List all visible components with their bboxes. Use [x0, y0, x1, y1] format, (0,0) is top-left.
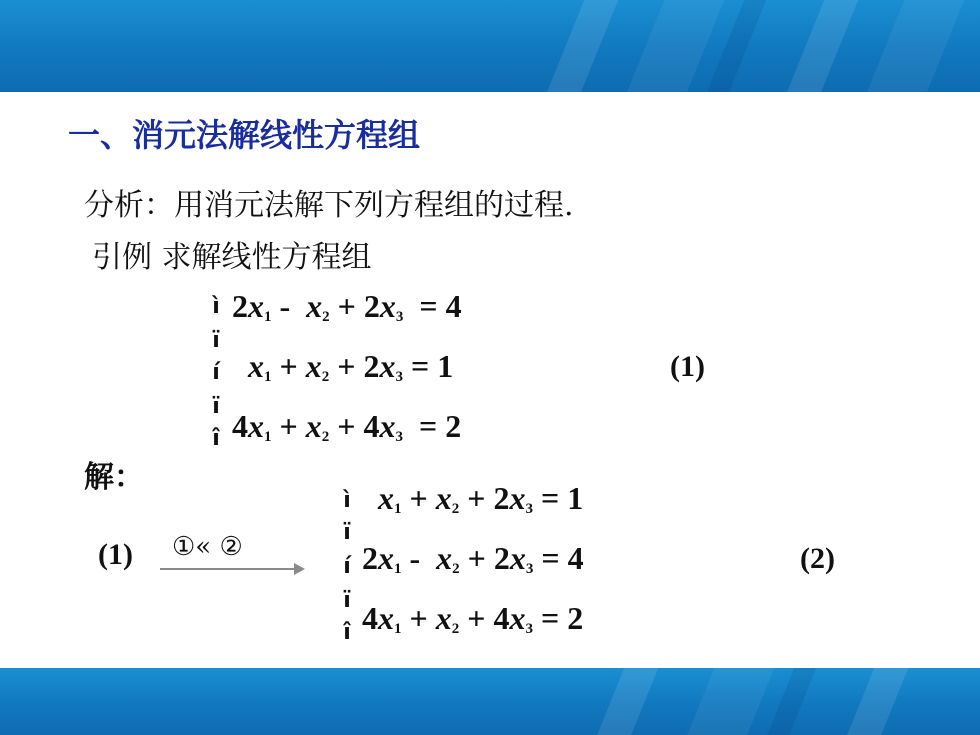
subscript: 2 — [451, 501, 460, 517]
subscript: 1 — [394, 561, 402, 577]
coef: 2 — [493, 480, 510, 516]
subscript: 2 — [322, 309, 330, 325]
system-2-equation-1 — [378, 480, 583, 518]
var-x: x — [379, 408, 396, 444]
var-x: x — [379, 288, 396, 324]
subscript: 3 — [395, 369, 403, 385]
rhs: = 1 — [540, 480, 584, 516]
coef: 2 — [363, 348, 380, 384]
system-2-equation-2 — [362, 540, 584, 578]
var-x: x — [305, 348, 322, 384]
transform-arrow-head — [294, 563, 305, 575]
operator: + — [337, 348, 356, 384]
rhs: = 1 — [410, 348, 454, 384]
banner-streak — [818, 668, 917, 735]
operator: + — [467, 480, 486, 516]
banner-streak — [658, 668, 783, 735]
slide-title: 一、消元法解线性方程组 — [68, 116, 421, 154]
system-2-equation-3 — [362, 600, 583, 638]
top-banner — [0, 0, 980, 92]
brace-upper-mid: ï — [212, 328, 220, 353]
var-x: x — [248, 288, 264, 324]
var-x: x — [378, 600, 394, 636]
subscript: 3 — [395, 429, 403, 445]
solution-label: 解： — [84, 460, 144, 495]
banner-streak — [848, 0, 973, 92]
subscript: 3 — [525, 501, 533, 517]
rhs: = 2 — [540, 600, 584, 636]
operator: + — [337, 288, 356, 324]
analysis-text: 分析：用消元法解下列方程组的过程. — [84, 188, 574, 223]
var-x: x — [248, 408, 264, 444]
coef: 4 — [363, 408, 380, 444]
brace-middle: í — [343, 554, 351, 579]
coef: 2 — [362, 540, 378, 576]
subscript: 1 — [264, 309, 272, 325]
system-1-equation-1 — [232, 288, 462, 326]
var-x: x — [248, 348, 264, 384]
operator: - — [279, 288, 291, 324]
subscript: 1 — [264, 429, 272, 445]
row-swap-operation: ①« ② — [172, 532, 243, 562]
var-x: x — [306, 288, 323, 324]
operator: + — [409, 480, 428, 516]
brace-top: ì — [212, 294, 220, 319]
var-x: x — [379, 348, 396, 384]
brace-lower-mid: ï — [343, 588, 351, 613]
banner-streak — [568, 668, 667, 735]
operator: - — [409, 540, 421, 576]
example-heading: 引例 求解线性方程组 — [92, 240, 372, 275]
banner-streak — [528, 0, 627, 92]
bottom-banner — [0, 668, 980, 735]
var-x: x — [435, 480, 452, 516]
subscript: 3 — [525, 621, 533, 637]
brace-upper-mid: ï — [343, 520, 351, 545]
var-x: x — [378, 480, 394, 516]
var-x: x — [509, 540, 526, 576]
brace-bottom: î — [343, 620, 351, 645]
rhs: = 2 — [418, 408, 462, 444]
rhs: = 4 — [419, 288, 462, 324]
subscript: 2 — [321, 369, 330, 385]
system-2-label: (2) — [800, 542, 835, 575]
subscript: 2 — [452, 561, 460, 577]
operator: + — [467, 600, 486, 636]
subscript: 1 — [264, 369, 272, 385]
transform-arrow-line — [160, 568, 296, 570]
var-x: x — [436, 540, 453, 576]
subscript: 3 — [525, 561, 534, 577]
var-x: x — [305, 408, 322, 444]
operator: + — [279, 408, 298, 444]
brace-top: ì — [343, 488, 351, 513]
subscript: 1 — [394, 501, 402, 517]
transform-source-label: (1) — [98, 538, 133, 571]
coef: 4 — [232, 408, 248, 444]
coef: 2 — [363, 288, 380, 324]
subscript: 2 — [451, 621, 460, 637]
operator: + — [337, 408, 356, 444]
coef: 4 — [362, 600, 378, 636]
system-1-label: (1) — [670, 350, 705, 383]
brace-lower-mid: ï — [212, 394, 220, 419]
banner-streak — [768, 0, 867, 92]
operator: + — [467, 540, 486, 576]
coef: 4 — [493, 600, 510, 636]
rhs: = 4 — [541, 540, 584, 576]
subscript: 1 — [394, 621, 402, 637]
operator: + — [409, 600, 428, 636]
coef: 2 — [493, 540, 510, 576]
subscript: 3 — [395, 309, 404, 325]
system-1-equation-2 — [248, 348, 453, 386]
brace-bottom: î — [212, 426, 220, 451]
brace-middle: í — [212, 360, 220, 385]
system-1-equation-3 — [232, 408, 461, 446]
operator: + — [279, 348, 298, 384]
var-x: x — [435, 600, 452, 636]
var-x: x — [378, 540, 394, 576]
var-x: x — [509, 480, 526, 516]
subscript: 2 — [321, 429, 330, 445]
coef: 2 — [232, 288, 248, 324]
var-x: x — [509, 600, 526, 636]
